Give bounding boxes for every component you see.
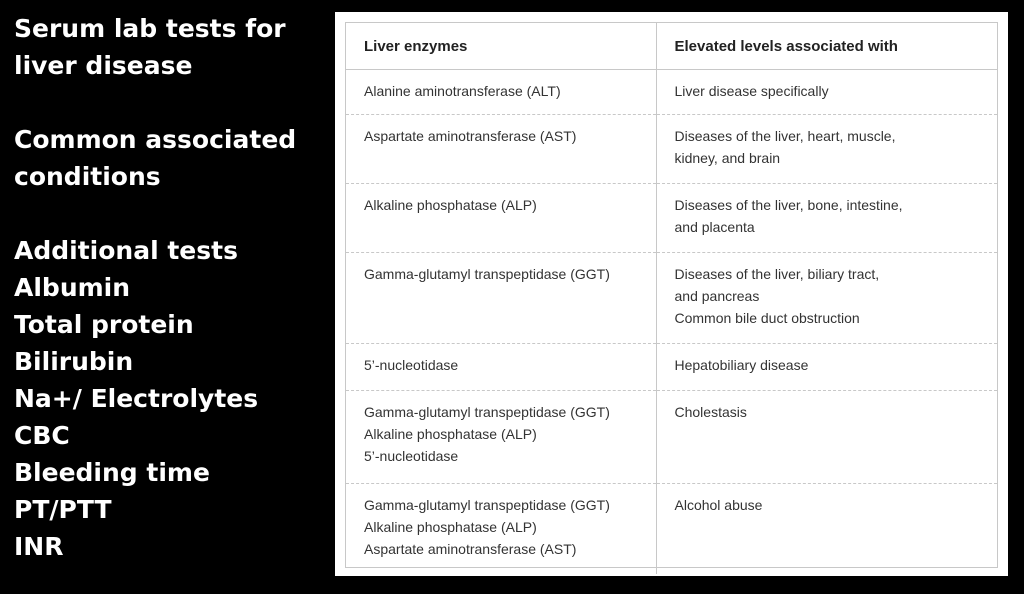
- slide-title-line-2: liver disease: [14, 51, 193, 80]
- enzyme-name: Alkaline phosphatase (ALP): [364, 519, 537, 535]
- table-row: [346, 344, 997, 391]
- association-cell: [656, 484, 997, 575]
- enzyme-name: Gamma-glutamyl transpeptidase (GGT): [364, 266, 610, 282]
- enzyme-name: Aspartate aminotransferase (AST): [364, 128, 577, 144]
- enzyme-cell: [346, 253, 656, 344]
- association-text: Diseases of the liver, bone, intestine,: [674, 197, 903, 213]
- enzyme-cell: [346, 115, 656, 184]
- conditions-heading-line-2: conditions: [14, 162, 161, 191]
- spacer: [14, 195, 324, 232]
- enzyme-cell: [346, 184, 656, 253]
- association-text: Liver disease specifically: [674, 83, 829, 99]
- association-text: and placenta: [674, 219, 755, 235]
- enzyme-name: Gamma-glutamyl transpeptidase (GGT): [364, 497, 610, 513]
- table-row: [346, 70, 997, 115]
- enzyme-name: Alanine aminotransferase (ALT): [364, 83, 561, 99]
- slide-text-panel: [14, 10, 324, 565]
- enzyme-name: Gamma-glutamyl transpeptidase (GGT): [364, 404, 610, 420]
- association-cell: [656, 184, 997, 253]
- enzyme-cell: [346, 484, 656, 575]
- spacer: [14, 84, 324, 121]
- association-text: Cholestasis: [674, 404, 747, 420]
- test-item-cbc: CBC: [14, 421, 70, 450]
- enzyme-cell: [346, 344, 656, 391]
- association-text: and pancreas: [674, 288, 760, 304]
- association-text: kidney, and brain: [674, 150, 781, 166]
- enzyme-name: 5’-nucleotidase: [364, 357, 459, 373]
- association-text: Hepatobiliary disease: [674, 357, 809, 373]
- test-item-total-protein: Total protein: [14, 310, 194, 339]
- association-cell: [656, 391, 997, 484]
- association-text: Diseases of the liver, heart, muscle,: [674, 128, 896, 144]
- association-cell: [656, 344, 997, 391]
- enzyme-cell: [346, 70, 656, 115]
- additional-tests-heading: Additional tests: [14, 236, 238, 265]
- test-item-electrolytes: Na+/ Electrolytes: [14, 384, 259, 413]
- conditions-heading-line-1: Common associated: [14, 125, 297, 154]
- table-row: [346, 391, 997, 484]
- table-row: [346, 253, 997, 344]
- test-item-pt-ptt: PT/PTT: [14, 495, 112, 524]
- test-item-bleeding-time: Bleeding time: [14, 458, 210, 487]
- liver-enzymes-table-card: [335, 12, 1008, 576]
- enzyme-name: Alkaline phosphatase (ALP): [364, 426, 537, 442]
- enzyme-name: Aspartate aminotransferase (AST): [364, 541, 577, 557]
- table-header-row: [346, 23, 997, 70]
- association-cell: [656, 115, 997, 184]
- association-cell: [656, 70, 997, 115]
- test-item-albumin: Albumin: [14, 273, 131, 302]
- table-row: [346, 115, 997, 184]
- header-elevated-levels: Elevated levels associated with: [656, 23, 997, 70]
- table-row: [346, 184, 997, 253]
- header-liver-enzymes: Liver enzymes: [346, 23, 656, 70]
- test-item-bilirubin: Bilirubin: [14, 347, 134, 376]
- test-item-inr: INR: [14, 532, 64, 561]
- table-row: [346, 484, 997, 575]
- slide-title-line-1: Serum lab tests for: [14, 14, 286, 43]
- enzyme-cell: [346, 391, 656, 484]
- association-text: Alcohol abuse: [674, 497, 763, 513]
- association-text: Common bile duct obstruction: [674, 310, 860, 326]
- enzyme-name: Alkaline phosphatase (ALP): [364, 197, 537, 213]
- table-frame: [345, 22, 998, 568]
- liver-enzymes-table: [346, 23, 997, 574]
- enzyme-name: 5’-nucleotidase: [364, 448, 459, 464]
- association-text: Diseases of the liver, biliary tract,: [674, 266, 880, 282]
- association-cell: [656, 253, 997, 344]
